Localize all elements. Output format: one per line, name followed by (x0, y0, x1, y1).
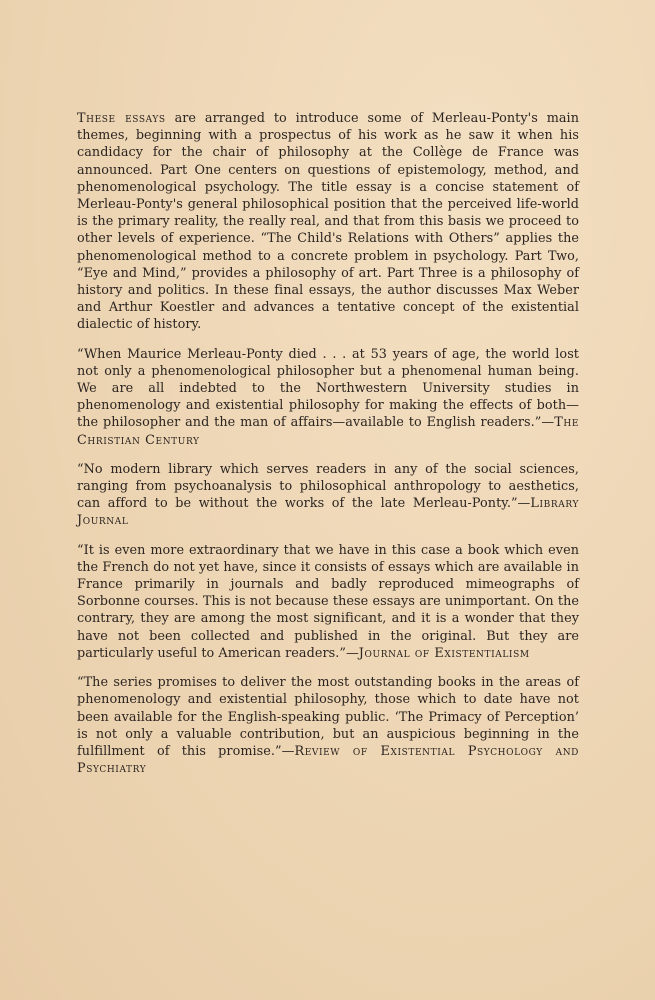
review-source: Library Journal (77, 496, 579, 529)
review-source: Journal of Existentialism (358, 645, 530, 661)
review-quote: “When Maurice Merleau-Ponty died . . . at 53 years of age, the world lost not only a phenomenological philosopher but a phenomenal human being. We are all indebted to the Northwestern University studies in phenomenology and existential philosophy for making the effects of both—the philosopher and the man of affairs—available to English readers.”— (77, 346, 579, 431)
review-source: Review of Existential Psychology and Psychiatry (77, 743, 579, 777)
review-4 (77, 674, 579, 777)
review-quote: “The series promises to deliver the most outstanding books in the areas of phenomenology and existential philosophy, those which to date have not been available for the English-speaking public. ‘The Primacy of Perception’ is not only a valuable contribution, but an auspicious beginning in the fulfillment of this promise.”— (77, 675, 579, 759)
review-3 (77, 542, 579, 662)
review-source: The Christian Century (77, 415, 579, 448)
review-2 (77, 461, 579, 530)
review-quote: “No modern library which serves readers in any of the social sciences, ranging from psychoanalysis to philosophical anthropology to aesthetics, can afford to be without the works of the late Merleau-Ponty.”— (77, 461, 579, 512)
intro-paragraph (77, 110, 579, 334)
review-1 (77, 346, 579, 449)
intro-body: are arranged to introduce some of Merleau-Ponty's main themes, beginning with a prospectus of his work as he saw it when his candidacy for the chair of philosophy at the Collège de France was announced. Part One centers on questions of epistemology, method, and phenomenological psychology. The title essay is a concise statement of Merleau-Ponty's general philosophical position that the perceived life-world is the primary reality, the really real, and that from this basis we proceed to other levels of experience. “The Child's Relations with Others” applies the phenomenological method to a concrete problem in psychology. Part Two, “Eye and Mind,” provides a philosophy of art. Part Three is a philosophy of history and politics. In these final essays, the author discusses Max Weber and Arthur Koestler and advances a tentative concept of the existential dialectic of history. (77, 111, 579, 333)
intro-lead: These essays (77, 111, 166, 126)
cover-text (77, 110, 579, 789)
review-quote: “It is even more extraordinary that we have in this case a book which even the French do not yet have, since it consists of essays which are available in France primarily in journals and badly reproduced mimeographs of Sorbonne courses. This is not because these essays are unimportant. On the contrary, they are among the most significant, and it is a wonder that they have not been collected and published in the original. But they are particularly useful to American readers.”— (77, 542, 579, 661)
